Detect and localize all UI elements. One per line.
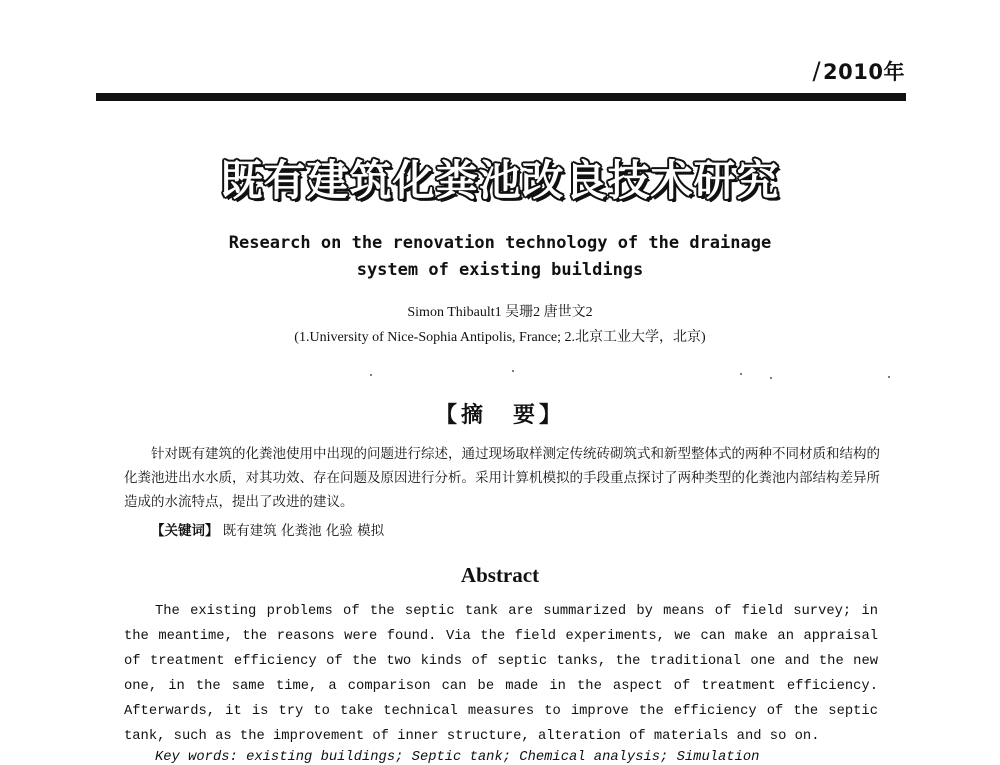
english-title-line-2: system of existing buildings (356, 260, 644, 280)
chinese-keywords (151, 519, 384, 539)
author-block (0, 300, 1000, 350)
author-affiliations: (1.University of Nice-Sophia Antipolis, France; 2.北京工业大学，北京) (294, 330, 706, 345)
english-title (0, 230, 1000, 284)
chinese-title: 既有建筑化粪池改良技术研究 (220, 156, 780, 205)
journal-year (812, 56, 905, 86)
chinese-abstract-heading: 【摘 要】 (434, 403, 565, 428)
english-abstract-heading: Abstract (460, 563, 540, 587)
chinese-abstract-body: 针对既有建筑的化粪池使用中出现的问题进行综述，通过现场取样测定传统砖砌筑式和新型整体式的两种不同材质和结构的化粪池进出水水质，对其功效、存在问题及原因进行分析。采用计算机模拟的手段重点探讨了两种类型的化粪池内部结构差异所造成的水流特点，提出了改进的建议。 (124, 446, 880, 510)
english-title-line-1: Research on the renovation technology of the drainage (228, 233, 772, 253)
scan-speckles (0, 370, 1000, 380)
header-rule (96, 93, 906, 101)
chinese-keywords-text: 既有建筑 化粪池 化验 模拟 (222, 523, 385, 539)
english-keywords-cutoff: Key words: existing buildings; Septic tank; Chemical analysis; Simulation (155, 750, 760, 765)
chinese-keywords-label: 【关键词】 (151, 523, 219, 539)
english-abstract-body: The existing problems of the septic tank are summarized by means of field survey; in the meantime, the reasons were found. Via the field experiments, we can make an appraisal of treatment efficiency of the two kinds of septic tanks, the traditional one and the new one, in the same time, a comparison can be made in the aspect of treatment efficiency. Afterwards, it is try to take technical measures to improve the efficiency of the septic tank, such as the improvement of inner structure, alteration of materials and so on. (124, 604, 878, 744)
year-label: 2010年 (823, 60, 905, 84)
header-slash: / (812, 57, 822, 85)
author-names: Simon Thibault1 吴珊2 唐世文2 (407, 305, 593, 320)
